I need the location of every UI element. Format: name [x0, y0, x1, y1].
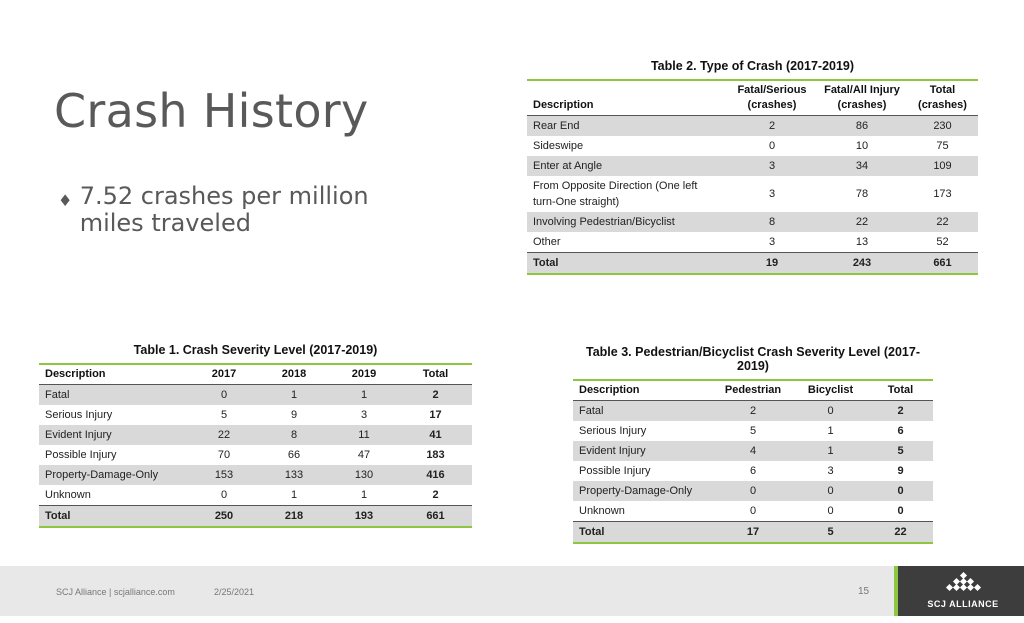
cell-value: 0	[768, 140, 776, 152]
cell-value: 3	[768, 188, 776, 200]
total-row	[527, 253, 978, 275]
cell-value: 1	[290, 489, 298, 501]
total-value: 19	[727, 253, 817, 275]
cell-value: 10	[855, 140, 869, 152]
bullet-point	[58, 183, 418, 237]
row-label: Serious Injury	[579, 425, 647, 437]
row-label: Possible Injury	[45, 449, 117, 461]
cell-value: 0	[713, 481, 793, 501]
cell-value: 86	[817, 116, 907, 137]
page-number: 15	[858, 586, 870, 597]
row-label: Unknown	[579, 505, 625, 517]
table-row	[527, 212, 978, 232]
table-row	[39, 465, 472, 485]
table-row	[573, 481, 933, 501]
table-row	[527, 116, 978, 137]
cell-value: 130	[329, 465, 399, 485]
cell-value: 0	[793, 401, 868, 422]
total-label: Total	[39, 506, 189, 528]
row-label: Possible Injury	[579, 465, 651, 477]
table-1	[39, 365, 472, 528]
cell-value: 133	[259, 465, 329, 485]
table-row	[573, 421, 933, 441]
row-label: Property-Damage-Only	[39, 465, 189, 485]
cell-value: 2	[432, 489, 439, 501]
table-2-type-of-crash	[527, 59, 978, 275]
cell-value: 17	[429, 409, 442, 421]
table-row	[573, 461, 933, 481]
total-value: 22	[868, 522, 933, 544]
table-row	[527, 136, 978, 156]
cell-value: 5	[749, 425, 757, 437]
cell-value: 75	[936, 140, 949, 152]
total-row	[573, 522, 933, 544]
total-row	[39, 506, 472, 528]
cell-value: 173	[933, 188, 952, 200]
cell-value: 183	[426, 449, 445, 461]
cell-value: 0	[897, 505, 904, 517]
cell-value: 13	[855, 236, 869, 248]
table-row	[573, 501, 933, 522]
total-value: 661	[907, 253, 978, 275]
table-2	[527, 81, 978, 275]
row-label: Sideswipe	[533, 140, 584, 152]
cell-value: 3	[768, 236, 776, 248]
cell-value: 22	[817, 212, 907, 232]
cell-value: 6	[897, 425, 904, 437]
row-label: Rear End	[527, 116, 727, 137]
column-header: Description	[533, 99, 594, 111]
table-row	[527, 232, 978, 253]
cell-value: 0	[793, 481, 868, 501]
diamond-bullet-icon: ♦	[58, 191, 73, 210]
table-row	[39, 385, 472, 406]
column-header: Total (crashes)	[918, 84, 967, 111]
table-2-caption: Table 2. Type of Crash (2017-2019)	[527, 59, 978, 81]
column-header: 2017	[211, 368, 237, 380]
table-row	[39, 425, 472, 445]
cell-value: 153	[189, 465, 259, 485]
row-label: Serious Injury	[45, 409, 113, 421]
row-label: Fatal	[573, 401, 713, 422]
cell-value: 66	[287, 449, 301, 461]
row-label: Evident Injury	[39, 425, 189, 445]
scj-diamond-logo-icon	[944, 572, 984, 596]
cell-value: 22	[907, 212, 978, 232]
cell-value: 9	[290, 409, 298, 421]
company-logo	[894, 566, 1024, 616]
cell-value: 78	[855, 188, 869, 200]
cell-value: 41	[399, 425, 472, 445]
cell-value: 3	[727, 156, 817, 176]
table-row	[527, 176, 978, 212]
column-header: Fatal/Serious (crashes)	[737, 84, 807, 111]
total-value: 5	[793, 522, 868, 544]
row-label: Enter at Angle	[527, 156, 727, 176]
column-header: Description	[579, 384, 640, 396]
slide-title: Crash History	[54, 84, 369, 138]
cell-value: 1	[259, 385, 329, 406]
cell-value: 1	[329, 385, 399, 406]
cell-value: 8	[259, 425, 329, 445]
cell-value: 52	[936, 236, 949, 248]
column-header: Fatal/All Injury (crashes)	[824, 84, 900, 111]
cell-value: 9	[897, 465, 904, 477]
total-value: 250	[189, 506, 259, 528]
row-label: Involving Pedestrian/Bicyclist	[527, 212, 727, 232]
cell-value: 3	[827, 465, 834, 477]
cell-value: 70	[217, 449, 231, 461]
cell-value: 3	[360, 409, 368, 421]
table-row	[573, 401, 933, 422]
column-header: Total	[887, 384, 914, 396]
cell-value: 5	[868, 441, 933, 461]
cell-value: 2	[868, 401, 933, 422]
column-header: Pedestrian	[724, 384, 782, 396]
column-header: Description	[45, 368, 106, 380]
cell-value: 6	[749, 465, 757, 477]
cell-value: 22	[189, 425, 259, 445]
total-value: 17	[713, 522, 793, 544]
footer-date: 2/25/2021	[214, 587, 255, 597]
cell-value: 47	[357, 449, 371, 461]
cell-value: 0	[189, 385, 259, 406]
table-3-ped-bike-severity	[573, 345, 933, 544]
cell-value: 1	[827, 425, 834, 437]
cell-value: 11	[329, 425, 399, 445]
cell-value: 416	[399, 465, 472, 485]
slide-footer	[0, 566, 1024, 616]
total-value: 243	[817, 253, 907, 275]
table-3-caption: Table 3. Pedestrian/Bicyclist Crash Severity Level (2017-2019)	[573, 345, 933, 381]
cell-value: 2	[727, 116, 817, 137]
total-label: Total	[527, 253, 727, 275]
cell-value: 109	[907, 156, 978, 176]
cell-value: 1	[793, 441, 868, 461]
row-label: Property-Damage-Only	[573, 481, 713, 501]
column-header: Total	[422, 368, 449, 380]
cell-value: 8	[727, 212, 817, 232]
row-label: Other	[533, 236, 561, 248]
column-header: 2018	[281, 368, 307, 380]
row-label: Evident Injury	[573, 441, 713, 461]
row-label: From Opposite Direction (One left turn-One straight)	[533, 180, 698, 208]
table-row	[39, 405, 472, 425]
total-value: 193	[329, 506, 399, 528]
table-3	[573, 381, 933, 544]
table-row	[573, 441, 933, 461]
table-1-crash-severity	[39, 343, 472, 528]
bullet-text: 7.52 crashes per million miles traveled	[79, 182, 369, 237]
row-label: Unknown	[45, 489, 91, 501]
total-label: Total	[573, 522, 713, 544]
row-label: Fatal	[39, 385, 189, 406]
cell-value: 5	[220, 409, 228, 421]
logo-text: SCJ ALLIANCE	[927, 599, 999, 609]
cell-value: 230	[907, 116, 978, 137]
table-row	[39, 445, 472, 465]
cell-value: 0	[868, 481, 933, 501]
footer-company: SCJ Alliance | scjalliance.com	[56, 587, 175, 597]
cell-value: 0	[827, 505, 834, 517]
cell-value: 2	[399, 385, 472, 406]
table-1-caption: Table 1. Crash Severity Level (2017-2019)	[39, 343, 472, 365]
total-value: 661	[399, 506, 472, 528]
cell-value: 0	[749, 505, 757, 517]
cell-value: 1	[360, 489, 368, 501]
table-row	[527, 156, 978, 176]
cell-value: 2	[713, 401, 793, 422]
column-header: 2019	[351, 368, 377, 380]
cell-value: 34	[817, 156, 907, 176]
column-header: Bicyclist	[807, 384, 854, 396]
table-row	[39, 485, 472, 506]
cell-value: 0	[220, 489, 228, 501]
cell-value: 4	[713, 441, 793, 461]
total-value: 218	[259, 506, 329, 528]
